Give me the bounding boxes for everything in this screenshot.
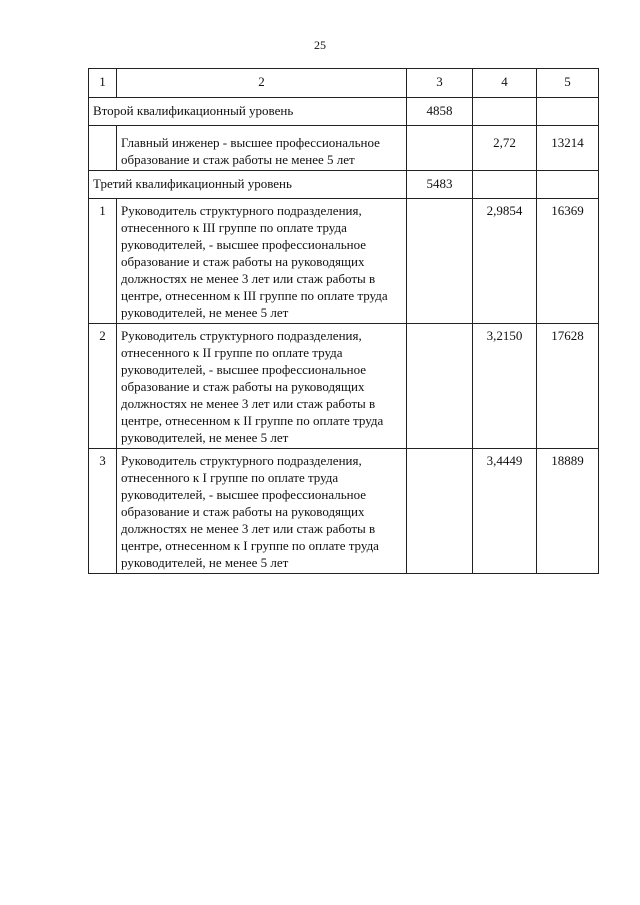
salary-table <box>88 68 599 574</box>
empty-cell <box>473 98 537 126</box>
empty-cell <box>407 126 473 171</box>
empty-cell <box>537 171 599 199</box>
row-number: 2 <box>89 324 117 449</box>
row-number <box>89 126 117 171</box>
coefficient: 3,2150 <box>473 324 537 449</box>
salary: 16369 <box>537 199 599 324</box>
table-row <box>89 449 599 574</box>
qualification-level-row <box>89 98 599 126</box>
salary: 13214 <box>537 126 599 171</box>
empty-cell <box>407 324 473 449</box>
coefficient: 2,9854 <box>473 199 537 324</box>
qualification-level-label: Третий квалификационный уровень <box>89 171 407 199</box>
row-number: 3 <box>89 449 117 574</box>
qualification-level-row <box>89 171 599 199</box>
minimum-salary: 5483 <box>407 171 473 199</box>
position-description: Главный инженер - высшее профессиональное образование и стаж работы не менее 5 лет <box>117 126 407 171</box>
qualification-level-label: Второй квалификационный уровень <box>89 98 407 126</box>
table-row <box>89 324 599 449</box>
position-description: Руководитель структурного подразделения, отнесенного к III группе по оплате труда руководителей, - высшее профессиональное образование и стаж работы на руководящих должностях не менее 3 лет или стаж работы в центре, отнесенном к III группе по оплате труда руководителей, не менее 5 лет <box>117 199 407 324</box>
empty-cell <box>407 199 473 324</box>
empty-cell <box>537 98 599 126</box>
position-description: Руководитель структурного подразделения, отнесенного к I группе по оплате труда руководителей, - высшее профессиональное образование и стаж работы на руководящих должностях не менее 3 лет или стаж работы в центре, отнесенном к I группе по оплате труда руководителей, не менее 5 лет <box>117 449 407 574</box>
column-header-3: 3 <box>407 69 473 98</box>
table-row <box>89 126 599 171</box>
row-number: 1 <box>89 199 117 324</box>
column-header-5: 5 <box>537 69 599 98</box>
column-header-1: 1 <box>89 69 117 98</box>
empty-cell <box>473 171 537 199</box>
page-number: 25 <box>314 38 326 52</box>
coefficient: 2,72 <box>473 126 537 171</box>
salary: 18889 <box>537 449 599 574</box>
table-row <box>89 199 599 324</box>
empty-cell <box>407 449 473 574</box>
column-header-2: 2 <box>117 69 407 98</box>
table-header-row <box>89 69 599 98</box>
column-header-4: 4 <box>473 69 537 98</box>
coefficient: 3,4449 <box>473 449 537 574</box>
minimum-salary: 4858 <box>407 98 473 126</box>
salary: 17628 <box>537 324 599 449</box>
position-description: Руководитель структурного подразделения, отнесенного к II группе по оплате труда руководителей, - высшее профессиональное образование и стаж работы на руководящих должностях не менее 3 лет или стаж работы в центре, отнесенном к II группе по оплате труда руководителей, не менее 5 лет <box>117 324 407 449</box>
